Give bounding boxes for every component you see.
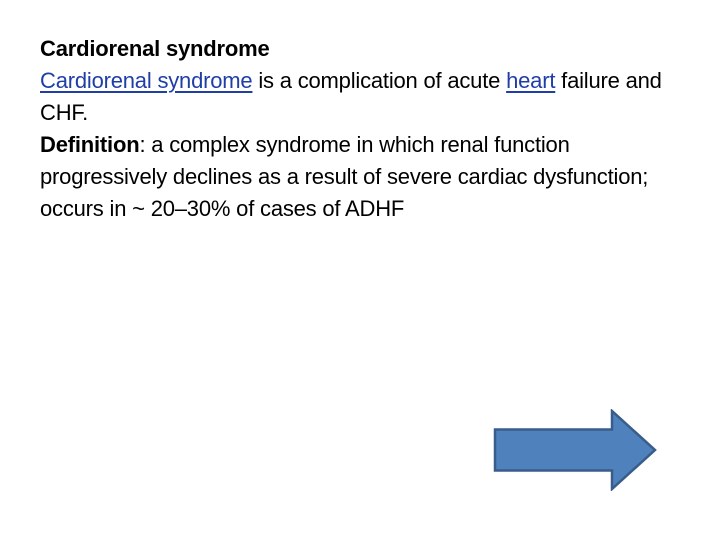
right-arrow-icon[interactable] (493, 409, 657, 491)
next-arrow-shape (495, 411, 655, 489)
slide-text (40, 33, 680, 225)
intro-paragraph (40, 65, 680, 129)
slide-title: Cardiorenal syndrome (40, 36, 270, 61)
definition-text: : a complex syndrome in which renal function progressively declines as a result of severe cardiac dysfunction; occurs in ~ 20–30% of cases of ADHF (40, 132, 649, 221)
intro-text-2: failure and CHF. (40, 68, 662, 125)
intro-text-1: is a complication of acute (252, 68, 507, 93)
heart-link[interactable]: heart (506, 68, 556, 93)
definition-paragraph (40, 129, 680, 225)
definition-label: Definition (40, 132, 140, 157)
cardiorenal-syndrome-link[interactable]: Cardiorenal syndrome (40, 68, 253, 93)
